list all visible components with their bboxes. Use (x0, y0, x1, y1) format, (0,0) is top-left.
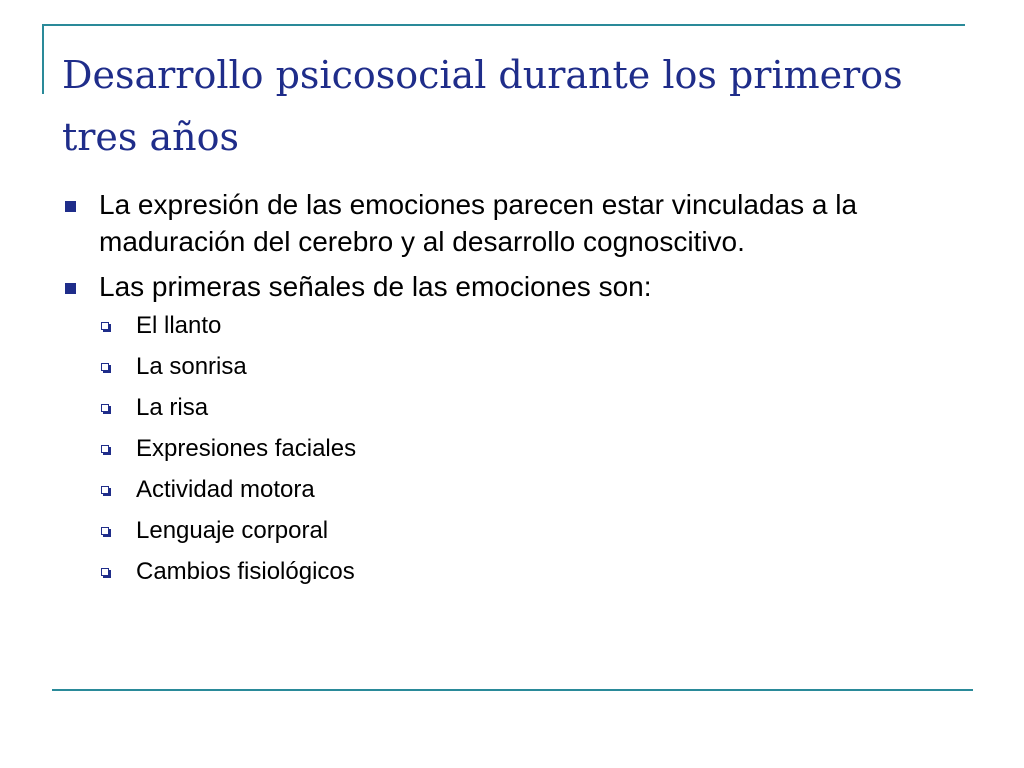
sub-bullet-item (98, 469, 942, 510)
sub-bullet-text: Lenguaje corporal (136, 517, 329, 544)
hollow-square-bullet-icon (101, 568, 109, 576)
bottom-divider-line (52, 689, 973, 691)
sub-bullet-text: Actividad motora (136, 476, 315, 503)
sub-bullet-item (98, 346, 942, 387)
sub-bullet-text: El llanto (136, 312, 222, 339)
sub-bullet-item (98, 428, 942, 469)
sub-bullet-text: La sonrisa (136, 353, 247, 380)
sub-bullet-text: La risa (136, 394, 209, 421)
square-bullet-icon (65, 201, 76, 212)
sub-bullet-item (98, 305, 942, 346)
hollow-square-bullet-icon (101, 404, 109, 412)
bullet-list (62, 186, 942, 600)
bullet-text: La expresión de las emociones parecen estar vinculadas a la maduración del cerebro y al desarrollo cognoscitivo. (99, 189, 858, 257)
top-divider-line (42, 24, 965, 26)
sub-bullet-item (98, 551, 942, 592)
slide-title: Desarrollo psicosocial durante los primeros tres años (62, 53, 903, 159)
hollow-square-bullet-icon (101, 322, 109, 330)
bullet-text: Las primeras señales de las emociones son: (99, 271, 652, 302)
hollow-square-bullet-icon (101, 527, 109, 535)
bullet-item-2 (62, 268, 942, 592)
square-bullet-icon (65, 283, 76, 294)
sub-bullet-text: Expresiones faciales (136, 435, 357, 462)
sub-bullet-list (98, 305, 942, 592)
sub-bullet-text: Cambios fisiológicos (136, 558, 355, 585)
hollow-square-bullet-icon (101, 363, 109, 371)
sub-bullet-item (98, 510, 942, 551)
sub-bullet-item (98, 387, 942, 428)
hollow-square-bullet-icon (101, 445, 109, 453)
hollow-square-bullet-icon (101, 486, 109, 494)
left-accent-line (42, 24, 44, 94)
bullet-item-1 (62, 186, 942, 260)
